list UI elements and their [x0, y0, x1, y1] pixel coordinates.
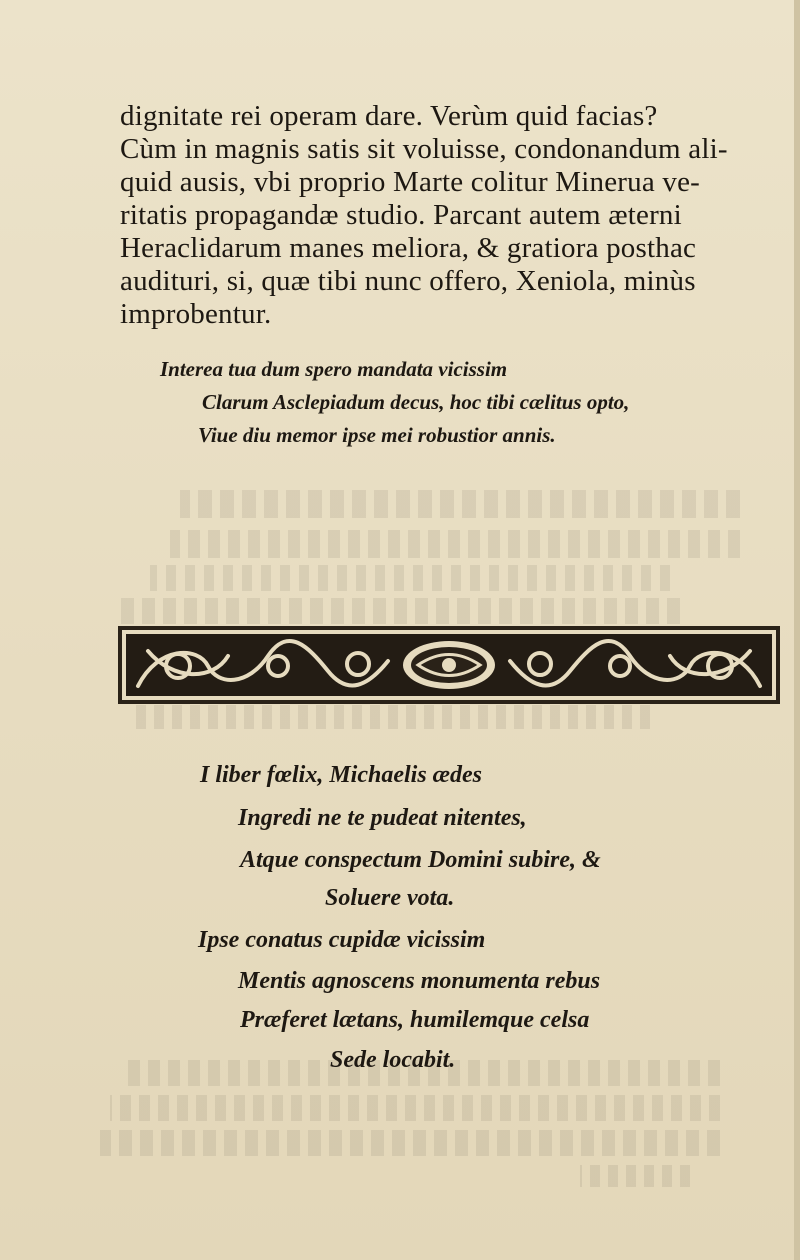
poem-line: Soluere vota. [325, 885, 455, 911]
show-through-line [580, 1165, 690, 1187]
prose-line: Cùm in magnis satis sit voluisse, condonandum ali- [120, 133, 728, 165]
show-through-line [130, 705, 650, 729]
prose-line: improbentur. [120, 298, 272, 330]
page-edge [794, 0, 800, 1260]
prose-line: quid ausis, vbi proprio Marte colitur Minerua ve- [120, 166, 701, 198]
prose-line: Heraclidarum manes meliora, & gratiora posthac [120, 232, 697, 264]
poem-line: I liber fœlix, Michaelis ædes [200, 762, 482, 788]
dedication-line: Viue diu memor ipse mei robustior annis. [198, 423, 556, 447]
show-through-line [110, 1095, 720, 1121]
show-through-line [170, 530, 740, 558]
poem-line: Ipse conatus cupidæ vicissim [198, 927, 486, 953]
show-through-line [150, 565, 670, 591]
headpiece-ornament [118, 626, 780, 704]
show-through-line [100, 1130, 720, 1156]
poem-line: Atque conspectum Domini subire, & [240, 847, 601, 873]
dedication-line: Clarum Asclepiadum decus, hoc tibi cælitus opto, [202, 390, 630, 414]
poem-line: Sede locabit. [330, 1047, 456, 1073]
poem-line: Mentis agnoscens monumenta rebus [238, 968, 601, 994]
poem-line: Præferet lætans, humilemque celsa [240, 1007, 590, 1033]
prose-line: audituri, si, quæ tibi nunc offero, Xeniola, minùs [120, 265, 696, 297]
dedication-line: Interea tua dum spero mandata vicissim [160, 357, 508, 381]
dedication-verse [160, 353, 780, 452]
prose-line: dignitate rei operam dare. Verùm quid facias? [120, 100, 658, 132]
prose-paragraph [120, 100, 760, 331]
show-through-line [180, 490, 740, 518]
show-through-line [120, 598, 680, 624]
poem-line: Ingredi ne te pudeat nitentes, [238, 805, 527, 831]
prose-line: ritatis propagandæ studio. Parcant autem æterni [120, 199, 682, 231]
